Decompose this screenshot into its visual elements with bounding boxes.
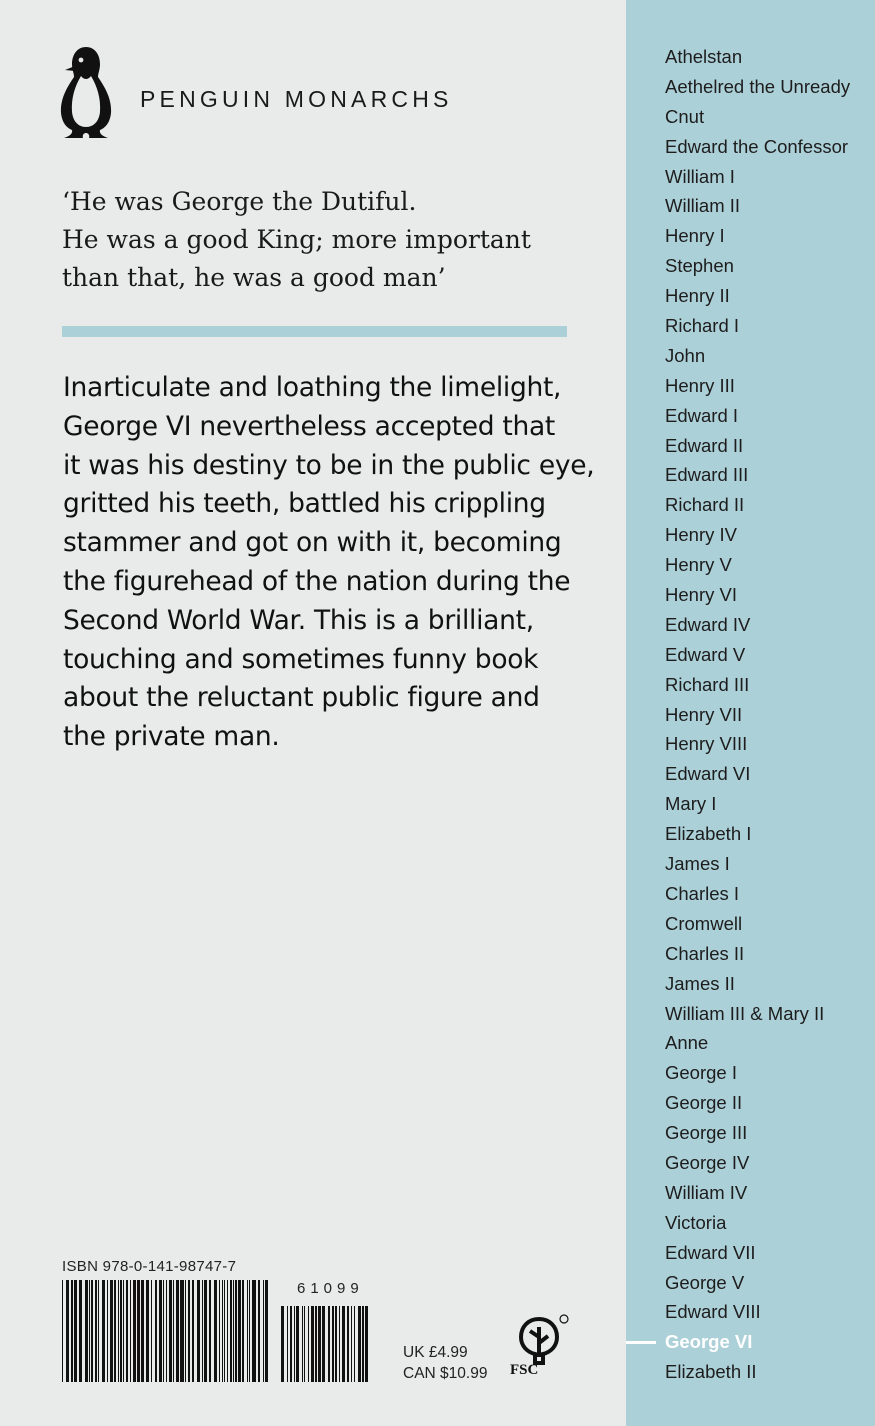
barcode-bar — [249, 1280, 250, 1382]
barcode-bar — [342, 1306, 345, 1382]
barcode-bar — [126, 1280, 128, 1382]
barcode-bar — [318, 1306, 321, 1382]
barcode-bar — [107, 1280, 108, 1382]
monarch-item: Edward II — [665, 434, 744, 456]
barcode-bar — [62, 1280, 63, 1382]
barcode-bar — [180, 1280, 184, 1382]
barcode-bar — [351, 1306, 352, 1382]
barcode-bar — [163, 1280, 164, 1382]
monarch-item: Henry VII — [665, 703, 743, 725]
monarch-item: Richard II — [665, 494, 745, 516]
barcode-bar — [247, 1280, 248, 1382]
barcode-bar — [294, 1306, 295, 1382]
monarch-item: Edward VII — [665, 1241, 756, 1263]
barcode-bar — [233, 1280, 234, 1382]
monarch-item: Cnut — [665, 105, 705, 127]
quote-line: ‘He was George the Dutiful. — [62, 187, 417, 216]
barcode-bar — [287, 1306, 288, 1382]
blurb-line: touching and sometimes funny book — [63, 643, 539, 675]
barcode-bar — [242, 1280, 244, 1382]
monarch-item: Stephen — [665, 255, 734, 277]
monarch-item: Henry I — [665, 225, 725, 247]
barcode-bar — [219, 1280, 220, 1382]
monarch-item: Henry V — [665, 554, 732, 576]
monarch-item: James I — [665, 853, 730, 875]
barcode-bar — [91, 1280, 93, 1382]
barcode-bar — [258, 1280, 260, 1382]
barcode-bar — [238, 1280, 241, 1382]
barcode-bar — [209, 1280, 211, 1382]
barcode-bar — [197, 1280, 200, 1382]
monarch-item: Richard I — [665, 315, 740, 337]
barcode-bar — [123, 1280, 124, 1382]
monarch-item: George II — [665, 1092, 743, 1114]
monarch-item: Victoria — [665, 1211, 727, 1233]
monarch-item: George V — [665, 1271, 745, 1293]
barcode-bar — [204, 1280, 207, 1382]
barcode-bar — [192, 1280, 194, 1382]
monarch-item: Edward I — [665, 404, 739, 426]
barcode-bar — [166, 1280, 167, 1382]
isbn-text: ISBN 978-0-141-98747-7 — [62, 1258, 237, 1275]
barcode-bar — [308, 1306, 309, 1382]
blurb-line: it was his destiny to be in the public eye, — [63, 449, 595, 481]
monarch-item: Edward VIII — [665, 1301, 761, 1323]
barcode-bar — [74, 1280, 77, 1382]
barcode-bar — [85, 1280, 88, 1382]
monarch-item: Edward VI — [665, 763, 751, 785]
blurb-line: Inarticulate and loathing the limelight, — [63, 372, 562, 403]
barcode-bar — [114, 1280, 116, 1382]
monarch-item: Edward V — [665, 643, 746, 665]
monarch-item: William II — [665, 195, 741, 217]
monarch-item: Edward III — [665, 464, 749, 486]
barcode-bar — [173, 1280, 174, 1382]
barcode-bar — [354, 1306, 355, 1382]
barcode-bar — [222, 1280, 223, 1382]
barcode-bar — [302, 1306, 303, 1382]
quote-line: He was a good King; more important — [62, 225, 531, 254]
monarch-item: William I — [665, 165, 735, 187]
barcode-bar — [290, 1306, 292, 1382]
barcode-bar — [185, 1280, 186, 1382]
fsc-label: FSC — [510, 1362, 539, 1378]
monarch-item: James II — [665, 972, 735, 994]
price-uk: UK £4.99 — [403, 1344, 468, 1361]
blurb-line: Second World War. This is a brilliant, — [63, 604, 534, 636]
penguin-logo-icon — [55, 44, 117, 142]
barcode-bar — [265, 1280, 268, 1382]
pull-quote — [62, 183, 602, 297]
blurb-line: gritted his teeth, battled his crippling — [63, 488, 546, 520]
monarch-item: John — [665, 344, 706, 366]
barcode-bar — [304, 1306, 305, 1382]
barcode-bar — [71, 1280, 73, 1382]
barcode-bar — [169, 1280, 172, 1382]
barcode-bar — [151, 1280, 152, 1382]
monarch-item: Elizabeth II — [665, 1361, 757, 1383]
barcode-bar — [159, 1280, 162, 1382]
barcode-bar — [120, 1280, 122, 1382]
barcode-bar — [235, 1280, 237, 1382]
barcode-bar — [176, 1280, 179, 1382]
barcode-bar — [296, 1306, 299, 1382]
barcode-bar — [98, 1280, 99, 1382]
barcode-bar — [347, 1306, 349, 1382]
blurb-line: stammer and got on with it, becoming — [63, 527, 562, 559]
barcode-bar — [155, 1280, 157, 1382]
barcode-bar — [328, 1306, 330, 1382]
monarch-item: Charles II — [665, 942, 745, 964]
monarch-item: Henry II — [665, 285, 730, 307]
barcode-bar — [141, 1280, 144, 1382]
barcode-bar — [95, 1280, 97, 1382]
blurb-line: George VI nevertheless accepted that — [63, 410, 556, 442]
monarch-item: Henry III — [665, 374, 735, 396]
monarch-item: Athelstan — [665, 46, 743, 67]
monarch-item: George VI — [665, 1331, 753, 1353]
monarch-item: Richard III — [665, 673, 750, 695]
barcode-bar — [281, 1306, 284, 1382]
barcode-bar — [214, 1280, 217, 1382]
blurb-line: the figurehead of the nation during the — [63, 565, 571, 597]
barcode-bar — [362, 1306, 364, 1382]
barcode-bar — [311, 1306, 314, 1382]
monarch-item: Elizabeth I — [665, 823, 752, 845]
monarch-item: Edward the Confessor — [665, 135, 849, 157]
monarch-item: William III & Mary II — [665, 1002, 825, 1024]
barcode-bar — [89, 1280, 90, 1382]
barcode-bar — [79, 1280, 82, 1382]
barcode-bar — [110, 1280, 113, 1382]
blurb-line: about the reluctant public figure and — [63, 682, 540, 714]
barcode-bar — [339, 1306, 340, 1382]
barcode-bar — [118, 1280, 119, 1382]
series-title: PENGUIN MONARCHS — [140, 86, 453, 112]
barcode — [62, 1280, 268, 1382]
monarch-item: Charles I — [665, 882, 740, 904]
monarch-item: Anne — [665, 1032, 709, 1054]
barcode-bar — [263, 1280, 264, 1382]
monarch-item: Henry VIII — [665, 733, 748, 755]
barcode-bar — [188, 1280, 190, 1382]
monarch-item: George I — [665, 1062, 737, 1084]
divider-bar — [62, 326, 567, 337]
barcode-bar — [358, 1306, 361, 1382]
barcode-bar — [322, 1306, 325, 1382]
blurb-text — [63, 369, 595, 757]
barcode-bar — [133, 1280, 136, 1382]
barcode-bar — [137, 1280, 140, 1382]
monarch-item: Mary I — [665, 793, 717, 815]
barcode-bar — [66, 1280, 69, 1382]
monarch-list — [665, 42, 850, 1387]
price-can: CAN $10.99 — [403, 1365, 488, 1382]
barcode-bar — [202, 1280, 203, 1382]
barcode-bar — [335, 1306, 337, 1382]
barcode-bar — [365, 1306, 368, 1382]
barcode-addon-digits: 61099 — [297, 1280, 364, 1297]
monarch-item: Cromwell — [665, 912, 743, 934]
monarch-item: Edward IV — [665, 613, 751, 635]
barcode-bar — [227, 1280, 228, 1382]
barcode-bar — [315, 1306, 317, 1382]
monarch-item: George III — [665, 1122, 748, 1144]
monarch-item: George IV — [665, 1151, 750, 1173]
monarch-item: Henry VI — [665, 584, 737, 606]
barcode-bar — [224, 1280, 225, 1382]
monarch-item: Aethelred the Unready — [665, 75, 851, 97]
barcode-bar — [230, 1280, 232, 1382]
barcode-bar — [130, 1280, 131, 1382]
barcode-bar — [332, 1306, 334, 1382]
current-monarch-marker — [626, 1341, 656, 1344]
quote-line: than that, he was a good man’ — [62, 263, 446, 292]
barcode-addon — [281, 1306, 373, 1382]
price-block — [403, 1342, 487, 1384]
barcode-bar — [146, 1280, 149, 1382]
monarch-item: Henry IV — [665, 524, 737, 546]
barcode-bar — [252, 1280, 256, 1382]
monarch-item: William IV — [665, 1181, 748, 1203]
barcode-bar — [102, 1280, 105, 1382]
blurb-line: the private man. — [63, 721, 280, 753]
